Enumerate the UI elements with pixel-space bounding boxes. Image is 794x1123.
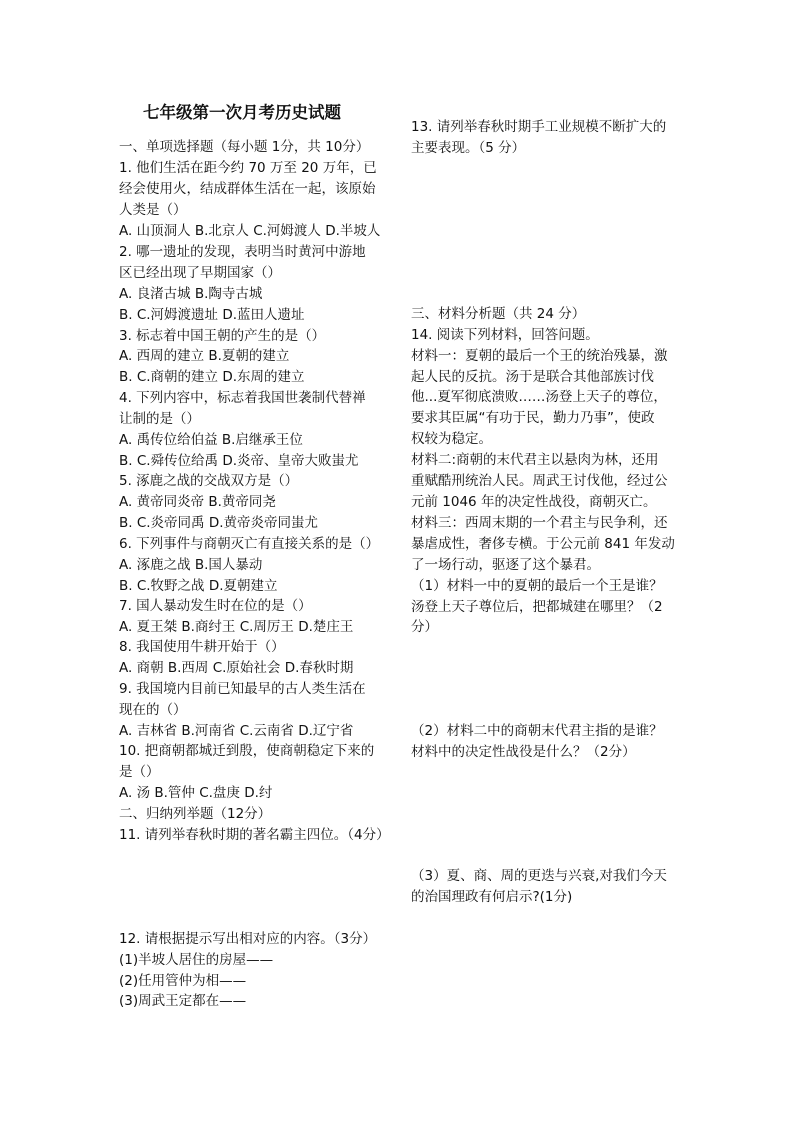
question-text: 让制的是（） <box>119 411 200 427</box>
question-text: 8. 我国使用牛耕开始于（） <box>119 639 285 655</box>
material-three: 材料三：西周末期的一个君主与民争利，还 <box>411 515 668 531</box>
question-text: 是（） <box>119 764 160 780</box>
answer-options: A. 西周的建立 B.夏朝的建立 <box>119 348 290 364</box>
question-text: 6. 下列事件与商朝灭亡有直接关系的是（） <box>119 536 380 552</box>
answer-options: A. 黄帝同炎帝 B.黄帝同尧 <box>119 494 276 510</box>
section-heading-material: 三、材料分析题（共 24 分） <box>411 306 586 322</box>
answer-options: A. 吉林省 B.河南省 C.云南省 D.辽宁省 <box>119 723 354 739</box>
answer-options: B. C.河姆渡遗址 D.蓝田人遗址 <box>119 307 305 323</box>
sub-question: 的治国理政有何启示?(1分) <box>411 889 573 905</box>
answer-options: A. 夏王桀 B.商纣王 C.周厉王 D.楚庄王 <box>119 619 354 635</box>
question-text: 主要表现。（5 分） <box>411 140 526 156</box>
answer-options: A. 山顶洞人 B.北京人 C.河姆渡人 D.半坡人 <box>119 223 381 239</box>
sub-question: （1）材料一中的夏朝的最后一个王是谁？ <box>411 578 663 594</box>
fill-in-item: (2)任用管仲为相—— <box>119 973 247 989</box>
material-one: 要求其臣属“有功于民，勤力乃事”，使政 <box>411 410 655 426</box>
material-one: 材料一：夏朝的最后一个王的统治残暴，激 <box>411 348 668 364</box>
question-text: 11. 请列举春秋时期的著名霸主四位。（4分） <box>119 827 390 843</box>
page-title: 七年级第一次月考历史试题 <box>143 103 341 122</box>
answer-options: B. C.商朝的建立 D.东周的建立 <box>119 369 305 385</box>
fill-in-item: (1)半坡人居住的房屋—— <box>119 952 274 968</box>
sub-question: 分） <box>411 619 438 635</box>
answer-options: A. 良渚古城 B.陶寺古城 <box>119 286 263 302</box>
question-text: 4. 下列内容中，标志着我国世袭制代替禅 <box>119 390 366 406</box>
material-three: 了一场行动，驱逐了这个暴君。 <box>411 557 600 573</box>
question-text: 9. 我国境内目前已知最早的古人类生活在 <box>119 681 366 697</box>
fill-in-item: (3)周武王定都在—— <box>119 993 247 1009</box>
question-text: 10. 把商朝都城迁到殷，使商朝稳定下来的 <box>119 743 375 759</box>
material-two: 材料二:商朝的末代君主以悬肉为林，还用 <box>411 452 659 468</box>
question-text: 1. 他们生活在距今约 70 万至 20 万年，已 <box>119 160 377 176</box>
question-text: 5. 涿鹿之战的交战双方是（） <box>119 473 299 489</box>
question-text: 14. 阅读下列材料，回答问题。 <box>411 327 599 343</box>
answer-options: A. 商朝 B.西周 C.原始社会 D.春秋时期 <box>119 660 354 676</box>
material-one: 权较为稳定。 <box>411 431 492 447</box>
question-text: 3. 标志着中国王朝的产生的是（） <box>119 328 326 344</box>
section-heading-choice: 一、单项选择题（每小题 1分，共 10分） <box>119 139 370 155</box>
material-two: 元前 1046 年的决定性战役，商朝灭亡。 <box>411 494 657 510</box>
material-two: 重赋酷刑统治人民。周武王讨伐他，经过公 <box>411 473 668 489</box>
question-text: 2. 哪一遗址的发现，表明当时黄河中游地 <box>119 244 366 260</box>
answer-options: A. 禹传位给伯益 B.启继承王位 <box>119 432 303 448</box>
question-text: 人类是（） <box>119 202 187 218</box>
answer-options: B. C.炎帝同禹 D.黄帝炎帝同蚩尤 <box>119 515 319 531</box>
section-heading-listing: 二、归纳列举题（12分） <box>119 806 272 822</box>
answer-options: B. C.舜传位给禹 D.炎帝、皇帝大败蚩尤 <box>119 453 359 469</box>
material-one: 起人民的反抗。汤于是联合其他部族讨伐 <box>411 369 654 385</box>
answer-options: A. 涿鹿之战 B.国人暴动 <box>119 557 263 573</box>
sub-question: （3）夏、商、周的更迭与兴衰,对我们今天 <box>411 868 667 884</box>
question-text: 13. 请列举春秋时期手工业规模不断扩大的 <box>411 119 667 135</box>
sub-question: （2）材料二中的商朝末代君主指的是谁？ <box>411 723 663 739</box>
question-text: 经会使用火，结成群体生活在一起，该原始 <box>119 181 376 197</box>
question-text: 7. 国人暴动发生时在位的是（） <box>119 598 312 614</box>
answer-options: B. C.牧野之战 D.夏朝建立 <box>119 578 278 594</box>
question-text: 区已经出现了早期国家（） <box>119 265 281 281</box>
material-one: 他...夏军彻底溃败……汤登上天子的尊位， <box>411 389 667 405</box>
sub-question: 材料中的决定性战役是什么？（2分） <box>411 744 636 760</box>
material-three: 暴虐成性，奢侈专横。于公元前 841 年发动 <box>411 536 675 552</box>
answer-options: A. 汤 B.管仲 C.盘庚 D.纣 <box>119 785 273 801</box>
question-text: 现在的（） <box>119 702 187 718</box>
question-text: 12. 请根据提示写出相对应的内容。（3分） <box>119 931 377 947</box>
sub-question: 汤登上天子尊位后，把都城建在哪里？（2 <box>411 599 663 615</box>
